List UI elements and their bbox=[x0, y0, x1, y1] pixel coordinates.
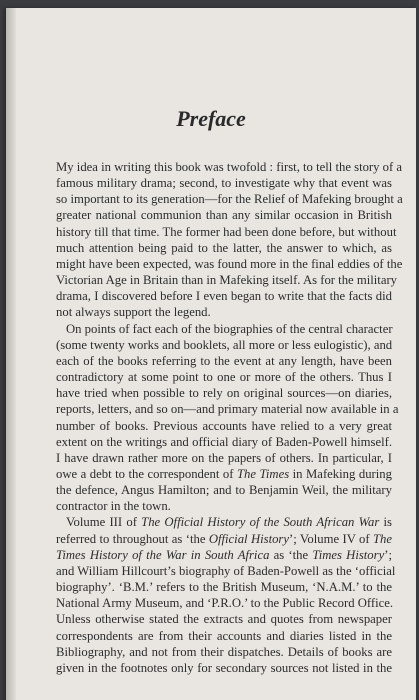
italic-title: Times History of the War in South Africa bbox=[56, 547, 270, 562]
text-line: reports, letters, and so on—and primary material now available in a bbox=[56, 402, 399, 417]
text-line: Unless otherwise stated the extracts and quotes from newspaper bbox=[56, 612, 392, 627]
text-line: biography’. ‘B.M.’ refers to the British Museum, ‘N.A.M.’ to the bbox=[56, 580, 392, 595]
text-line: might have been expected, was found more in the final eddies of the bbox=[56, 256, 403, 271]
italic-title: The bbox=[372, 531, 392, 546]
text-line: each of the books referring to the event at any length, have been bbox=[56, 353, 392, 368]
text-line: famous military drama; second, to investigate why that event was bbox=[56, 176, 392, 191]
text-line: On points of fact each of the biographies of the central character bbox=[66, 321, 393, 336]
text-line: have tried when possible to rely on original sources—on diaries, bbox=[56, 386, 392, 401]
text-line: Bibliography, and not from their dispatches. Details of books are bbox=[56, 644, 392, 659]
text-line: drama, I discovered before I even began to write that the facts did bbox=[56, 289, 392, 304]
text-line: National Army Museum, and ‘P.R.O.’ to the Public Record Office. bbox=[56, 596, 394, 611]
book-page bbox=[6, 8, 416, 700]
text-line: much attention being paid to the latter, the answer to which, as bbox=[56, 240, 392, 255]
text-line: given in the footnotes only for secondary sources not listed in the bbox=[56, 660, 392, 675]
text-line: owe a debt to the correspondent of The Times in Mafeking during bbox=[56, 466, 392, 481]
text-line: contradictory at some point to one or more of the others. Thus I bbox=[56, 370, 392, 385]
text-line: Victorian Age in Britain than in Mafeking itself. As for the military bbox=[56, 273, 398, 288]
text-line: My idea in writing this book was twofold : first, to tell the story of a bbox=[56, 160, 403, 174]
text-line: number of books. Previous accounts have relied to a very great bbox=[56, 418, 392, 433]
text-line: (some twenty works and booklets, all more or less eulogistic), and bbox=[56, 337, 393, 352]
italic-title: The Official History of the South African War bbox=[141, 515, 380, 530]
text-line: I have drawn rather more on the papers of others. In particular, I bbox=[56, 450, 392, 465]
text-line: not always support the legend. bbox=[56, 305, 211, 320]
text-line: referred to throughout as ‘the Official History’; Volume IV of The bbox=[56, 531, 392, 546]
text-line: Times History of the War in South Africa as ‘the Times History’; bbox=[56, 547, 392, 562]
page-title: Preface bbox=[176, 106, 246, 131]
text-line: contractor in the town. bbox=[56, 499, 171, 514]
text-line: Volume III of The Official History of the South African War is bbox=[66, 515, 392, 530]
italic-title: Official History bbox=[208, 531, 290, 546]
text-line: extent on the writings and official diary of Baden-Powell himself. bbox=[56, 434, 392, 449]
preface-text bbox=[56, 159, 403, 676]
text-line: and William Hillcourt’s biography of Baden-Powell as the ‘official bbox=[56, 563, 396, 578]
text-line: history till that time. The former had been done before, but without bbox=[56, 224, 397, 239]
text-line: greater national communion than any similar occasion in British bbox=[56, 208, 392, 223]
italic-title: The Times bbox=[236, 466, 290, 481]
italic-title: Times History bbox=[312, 547, 385, 562]
text-line: the defence, Angus Hamilton; and to Benjamin Weil, the military bbox=[56, 483, 392, 498]
text-line: so important to its generation—for the Relief of Mafeking brought a bbox=[56, 192, 403, 207]
text-line: correspondents are from their accounts and diaries listed in the bbox=[56, 628, 392, 643]
